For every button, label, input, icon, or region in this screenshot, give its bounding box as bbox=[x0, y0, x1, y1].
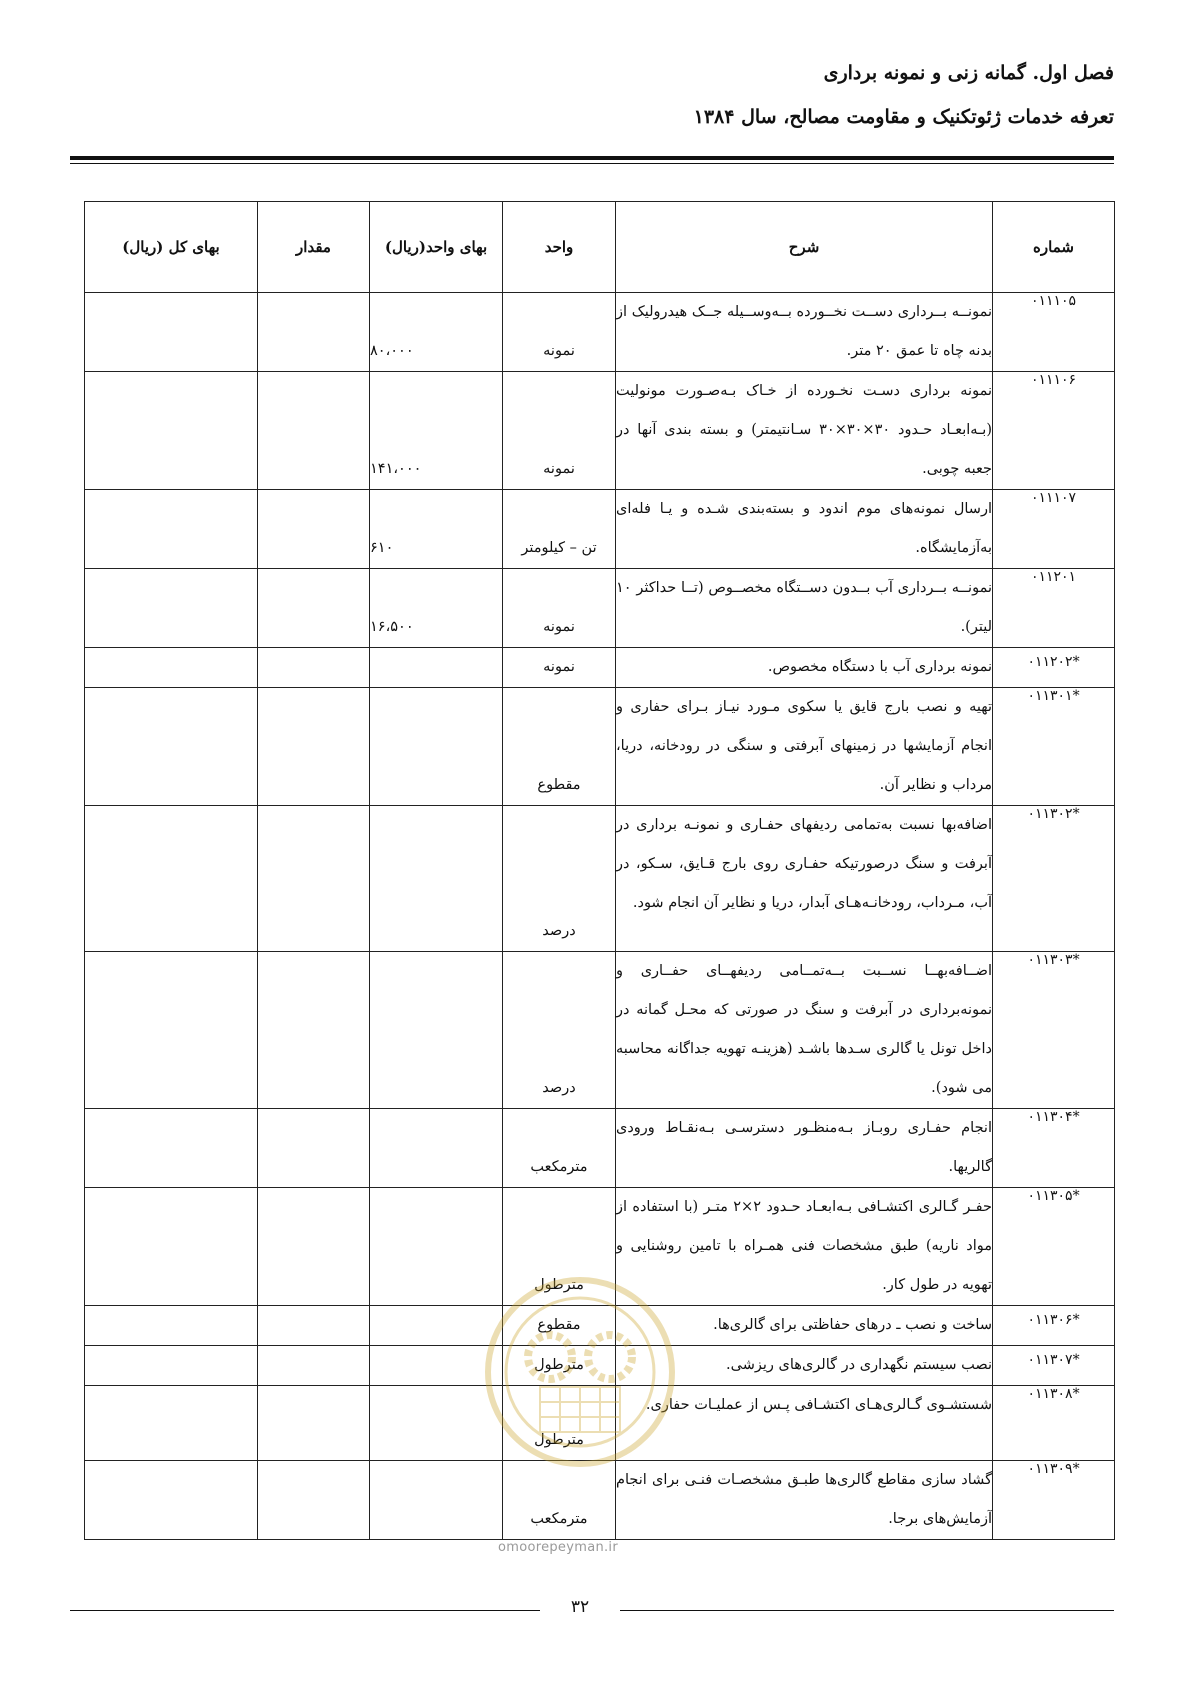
table-row bbox=[85, 1306, 1115, 1346]
row-description: اضافه‌بها نسبت به‌تمامی ردیفهای حفـاری و نمونـه برداری در آبرفت و سنگ درصورتیکه حفـاری روی بارج قـایق، سـکو، در آب، مـرداب، رودخانـه‌هـای آبدار، دریا و نظایر آن انجام شود. bbox=[616, 806, 993, 952]
row-total-price bbox=[85, 1386, 258, 1461]
table-row bbox=[85, 806, 1115, 952]
watermark-text: omoorepeyman.ir bbox=[498, 1540, 618, 1555]
row-number: *۰۱۱۳۰۸ bbox=[993, 1386, 1115, 1461]
row-unit-price bbox=[370, 1386, 503, 1461]
table-header-row bbox=[85, 202, 1115, 293]
row-unit: نمونه bbox=[503, 569, 616, 648]
row-unit-price bbox=[370, 1346, 503, 1386]
row-quantity bbox=[258, 806, 370, 952]
row-total-price bbox=[85, 1306, 258, 1346]
row-total-price bbox=[85, 648, 258, 688]
row-description: نمونــه بــرداری دســت نخــورده بــه‌وســیله جــک هیدرولیک از بدنه چاه تا عمق ۲۰ متر. bbox=[616, 293, 993, 372]
row-number: *۰۱۱۳۰۳ bbox=[993, 952, 1115, 1109]
row-total-price bbox=[85, 293, 258, 372]
row-total-price bbox=[85, 806, 258, 952]
row-quantity bbox=[258, 1386, 370, 1461]
row-quantity bbox=[258, 1188, 370, 1306]
row-description: گشاد سازی مقاطع گالری‌ها طبـق مشخصـات فنـی برای انجام آزمایش‌های برجا. bbox=[616, 1461, 993, 1540]
col-header-unit-price: بهای واحد(ریال) bbox=[370, 202, 503, 293]
row-number: ۰۱۱۱۰۷ bbox=[993, 490, 1115, 569]
col-header-quantity: مقدار bbox=[258, 202, 370, 293]
row-unit-price bbox=[370, 1109, 503, 1188]
row-quantity bbox=[258, 952, 370, 1109]
row-unit-price bbox=[370, 1306, 503, 1346]
table-row bbox=[85, 688, 1115, 806]
row-quantity bbox=[258, 688, 370, 806]
row-quantity bbox=[258, 293, 370, 372]
row-unit-price bbox=[370, 952, 503, 1109]
row-unit: مقطوع bbox=[503, 688, 616, 806]
col-header-number: شماره bbox=[993, 202, 1115, 293]
row-total-price bbox=[85, 952, 258, 1109]
row-unit: نمونه bbox=[503, 648, 616, 688]
footer-rule-left bbox=[70, 1610, 540, 1611]
row-total-price bbox=[85, 688, 258, 806]
row-unit: مقطوع bbox=[503, 1306, 616, 1346]
table-row bbox=[85, 372, 1115, 490]
row-unit: مترطول bbox=[503, 1386, 616, 1461]
row-unit: مترمکعب bbox=[503, 1461, 616, 1540]
footer-rule-right bbox=[620, 1610, 1114, 1611]
chapter-title: فصل اول. گمانه زنی و نمونه برداری bbox=[823, 62, 1114, 84]
row-number: *۰۱۱۳۰۷ bbox=[993, 1346, 1115, 1386]
row-quantity bbox=[258, 569, 370, 648]
table-row bbox=[85, 648, 1115, 688]
row-unit: تن – کیلومتر bbox=[503, 490, 616, 569]
row-quantity bbox=[258, 1306, 370, 1346]
row-total-price bbox=[85, 1109, 258, 1188]
row-unit: نمونه bbox=[503, 372, 616, 490]
table-row bbox=[85, 1109, 1115, 1188]
row-unit: درصد bbox=[503, 952, 616, 1109]
row-unit: مترمکعب bbox=[503, 1109, 616, 1188]
row-number: ۰۱۱۱۰۵ bbox=[993, 293, 1115, 372]
row-unit: نمونه bbox=[503, 293, 616, 372]
row-number: *۰۱۱۳۰۲ bbox=[993, 806, 1115, 952]
row-description: اضــافه‌بهــا نســبت بــه‌تمــامی ردیفهــای حفــاری و نمونه‌برداری در آبرفت و سنگ در صورتی که محـل گمانه در داخل تونل یا گالری سـدها باشـد (هزینـه تهویه جداگانه محاسبه می شود). bbox=[616, 952, 993, 1109]
row-number: *۰۱۱۳۰۱ bbox=[993, 688, 1115, 806]
tariff-table bbox=[84, 201, 1115, 1540]
col-header-total-price: بهای کل (ریال) bbox=[85, 202, 258, 293]
table-row bbox=[85, 952, 1115, 1109]
row-description: نمونــه بــرداری آب بــدون دســتگاه مخصــوص (تــا حداکثر ۱۰ لیتر). bbox=[616, 569, 993, 648]
page-number: ۳۲ bbox=[570, 1597, 590, 1617]
row-description: نصب سیستم نگهداری در گالری‌های ریزشی. bbox=[616, 1346, 993, 1386]
row-number: *۰۱۱۳۰۴ bbox=[993, 1109, 1115, 1188]
row-unit-price: ۸۰،۰۰۰ bbox=[370, 293, 503, 372]
row-unit: مترطول bbox=[503, 1346, 616, 1386]
table-row bbox=[85, 1346, 1115, 1386]
row-description: ساخت و نصب ـ درهای حفاظتی برای گالری‌ها. bbox=[616, 1306, 993, 1346]
row-total-price bbox=[85, 1188, 258, 1306]
row-number: ۰۱۱۲۰۱ bbox=[993, 569, 1115, 648]
row-quantity bbox=[258, 1109, 370, 1188]
row-number: ۰۱۱۱۰۶ bbox=[993, 372, 1115, 490]
table-row bbox=[85, 1386, 1115, 1461]
row-unit-price bbox=[370, 806, 503, 952]
document-subtitle: تعرفه خدمات ژئوتکنیک و مقاومت مصالح، سال ۱۳۸۴ bbox=[693, 106, 1114, 128]
row-description: تهیه و نصب بارج قایق یا سکوی مـورد نیـاز بـرای حفاری و انجام آزمایشها در زمینهای آبرفتی و سنگی در رودخانه، دریا، مرداب و نظایر آن. bbox=[616, 688, 993, 806]
row-description: ارسال نمونه‌های موم اندود و بسته‌بندی شـده و یـا فله‌ای به‌آزمایشگاه. bbox=[616, 490, 993, 569]
row-unit-price bbox=[370, 1461, 503, 1540]
row-total-price bbox=[85, 1346, 258, 1386]
row-unit: درصد bbox=[503, 806, 616, 952]
row-total-price bbox=[85, 569, 258, 648]
table-row bbox=[85, 490, 1115, 569]
col-header-unit: واحد bbox=[503, 202, 616, 293]
row-quantity bbox=[258, 648, 370, 688]
table-row bbox=[85, 569, 1115, 648]
row-number: *۰۱۱۲۰۲ bbox=[993, 648, 1115, 688]
col-header-description: شرح bbox=[616, 202, 993, 293]
row-description: انجام حفـاری روبـاز بـه‌منظـور دسترسـی بـه‌نقـاط ورودی گالریها. bbox=[616, 1109, 993, 1188]
row-number: *۰۱۱۳۰۶ bbox=[993, 1306, 1115, 1346]
row-unit-price: ۱۴۱،۰۰۰ bbox=[370, 372, 503, 490]
table-row bbox=[85, 293, 1115, 372]
table-row bbox=[85, 1461, 1115, 1540]
row-unit-price bbox=[370, 1188, 503, 1306]
row-unit-price: ۶۱۰ bbox=[370, 490, 503, 569]
row-total-price bbox=[85, 372, 258, 490]
header-rule-thick bbox=[70, 156, 1114, 160]
row-number: *۰۱۱۳۰۹ bbox=[993, 1461, 1115, 1540]
row-number: *۰۱۱۳۰۵ bbox=[993, 1188, 1115, 1306]
row-quantity bbox=[258, 490, 370, 569]
row-description: نمونه برداری آب با دستگاه مخصوص. bbox=[616, 648, 993, 688]
row-total-price bbox=[85, 490, 258, 569]
row-description: نمونه برداری دسـت نخـورده از خـاک بـه‌صـورت مونولیت (بـه‌ابعـاد حـدود ۳۰×۳۰×۳۰ سـانتیمتر) و بسته بندی آنها در جعبه چوبی. bbox=[616, 372, 993, 490]
row-unit-price: ۱۶،۵۰۰ bbox=[370, 569, 503, 648]
row-description: حفـر گـالری اکتشـافی بـه‌ابعـاد حـدود ۲×۲ متـر (با استفاده از مواد ناریه) طبق مشخصات فنی همـراه با تامین روشنایی و تهویه در طول کار. bbox=[616, 1188, 993, 1306]
row-quantity bbox=[258, 372, 370, 490]
row-description: شستشـوی گـالری‌هـای اکتشـافی پـس از عملیـات حفاری. bbox=[616, 1386, 993, 1461]
table-row bbox=[85, 1188, 1115, 1306]
row-total-price bbox=[85, 1461, 258, 1540]
row-quantity bbox=[258, 1346, 370, 1386]
header-rule-thin bbox=[70, 163, 1114, 164]
row-unit-price bbox=[370, 688, 503, 806]
row-unit-price bbox=[370, 648, 503, 688]
row-quantity bbox=[258, 1461, 370, 1540]
row-unit: مترطول bbox=[503, 1188, 616, 1306]
